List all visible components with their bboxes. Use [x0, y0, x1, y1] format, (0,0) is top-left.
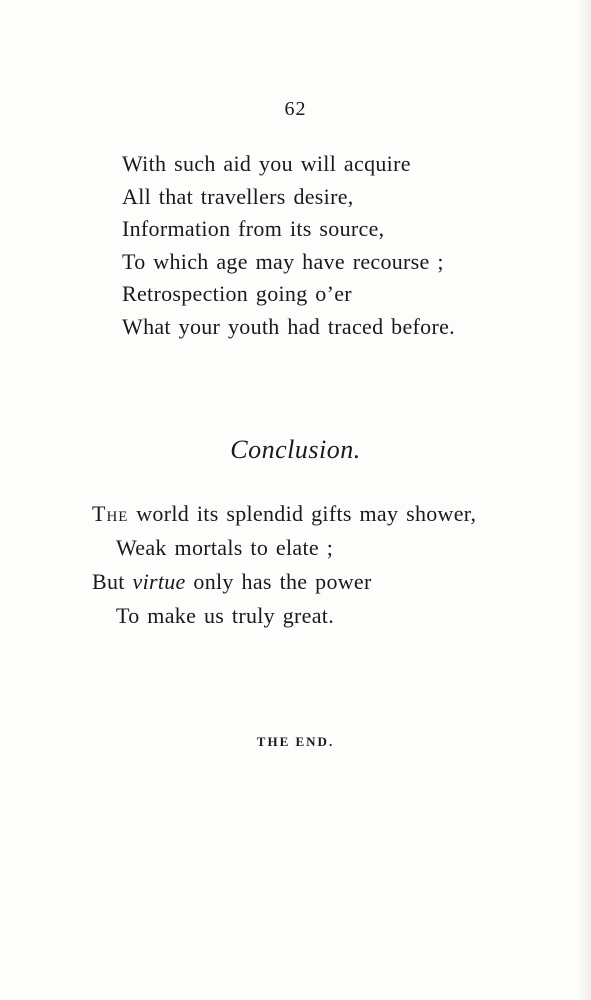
verse-line: All that travellers desire,	[122, 183, 354, 209]
verse-line: What your youth had traced before.	[122, 313, 455, 339]
line-text: But	[92, 569, 133, 594]
verse-line: Information from its source,	[122, 216, 385, 241]
conclusion-line-2: Weak mortals to elate ;	[116, 535, 334, 560]
line-text: only has the power	[185, 569, 372, 594]
the-end-label: THE END.	[256, 734, 335, 749]
emphasis-word: virtue	[132, 569, 186, 594]
page-number: 62	[284, 98, 307, 120]
page-edge-shadow	[577, 0, 591, 1000]
line-text: world its splendid gifts may shower,	[128, 501, 477, 526]
conclusion-line-3	[92, 565, 476, 599]
drop-word: The	[92, 501, 129, 526]
section-heading: Conclusion.	[230, 435, 361, 464]
conclusion-line-1	[92, 497, 476, 531]
conclusion-line-4: To make us truly great.	[116, 603, 335, 628]
verse-stanza	[122, 148, 455, 343]
verse-line: To which age may have recourse ;	[122, 248, 444, 274]
verse-line: With such aid you will acquire	[122, 151, 411, 176]
conclusion-stanza	[92, 497, 476, 633]
verse-line: Retrospection going o’er	[122, 281, 352, 306]
